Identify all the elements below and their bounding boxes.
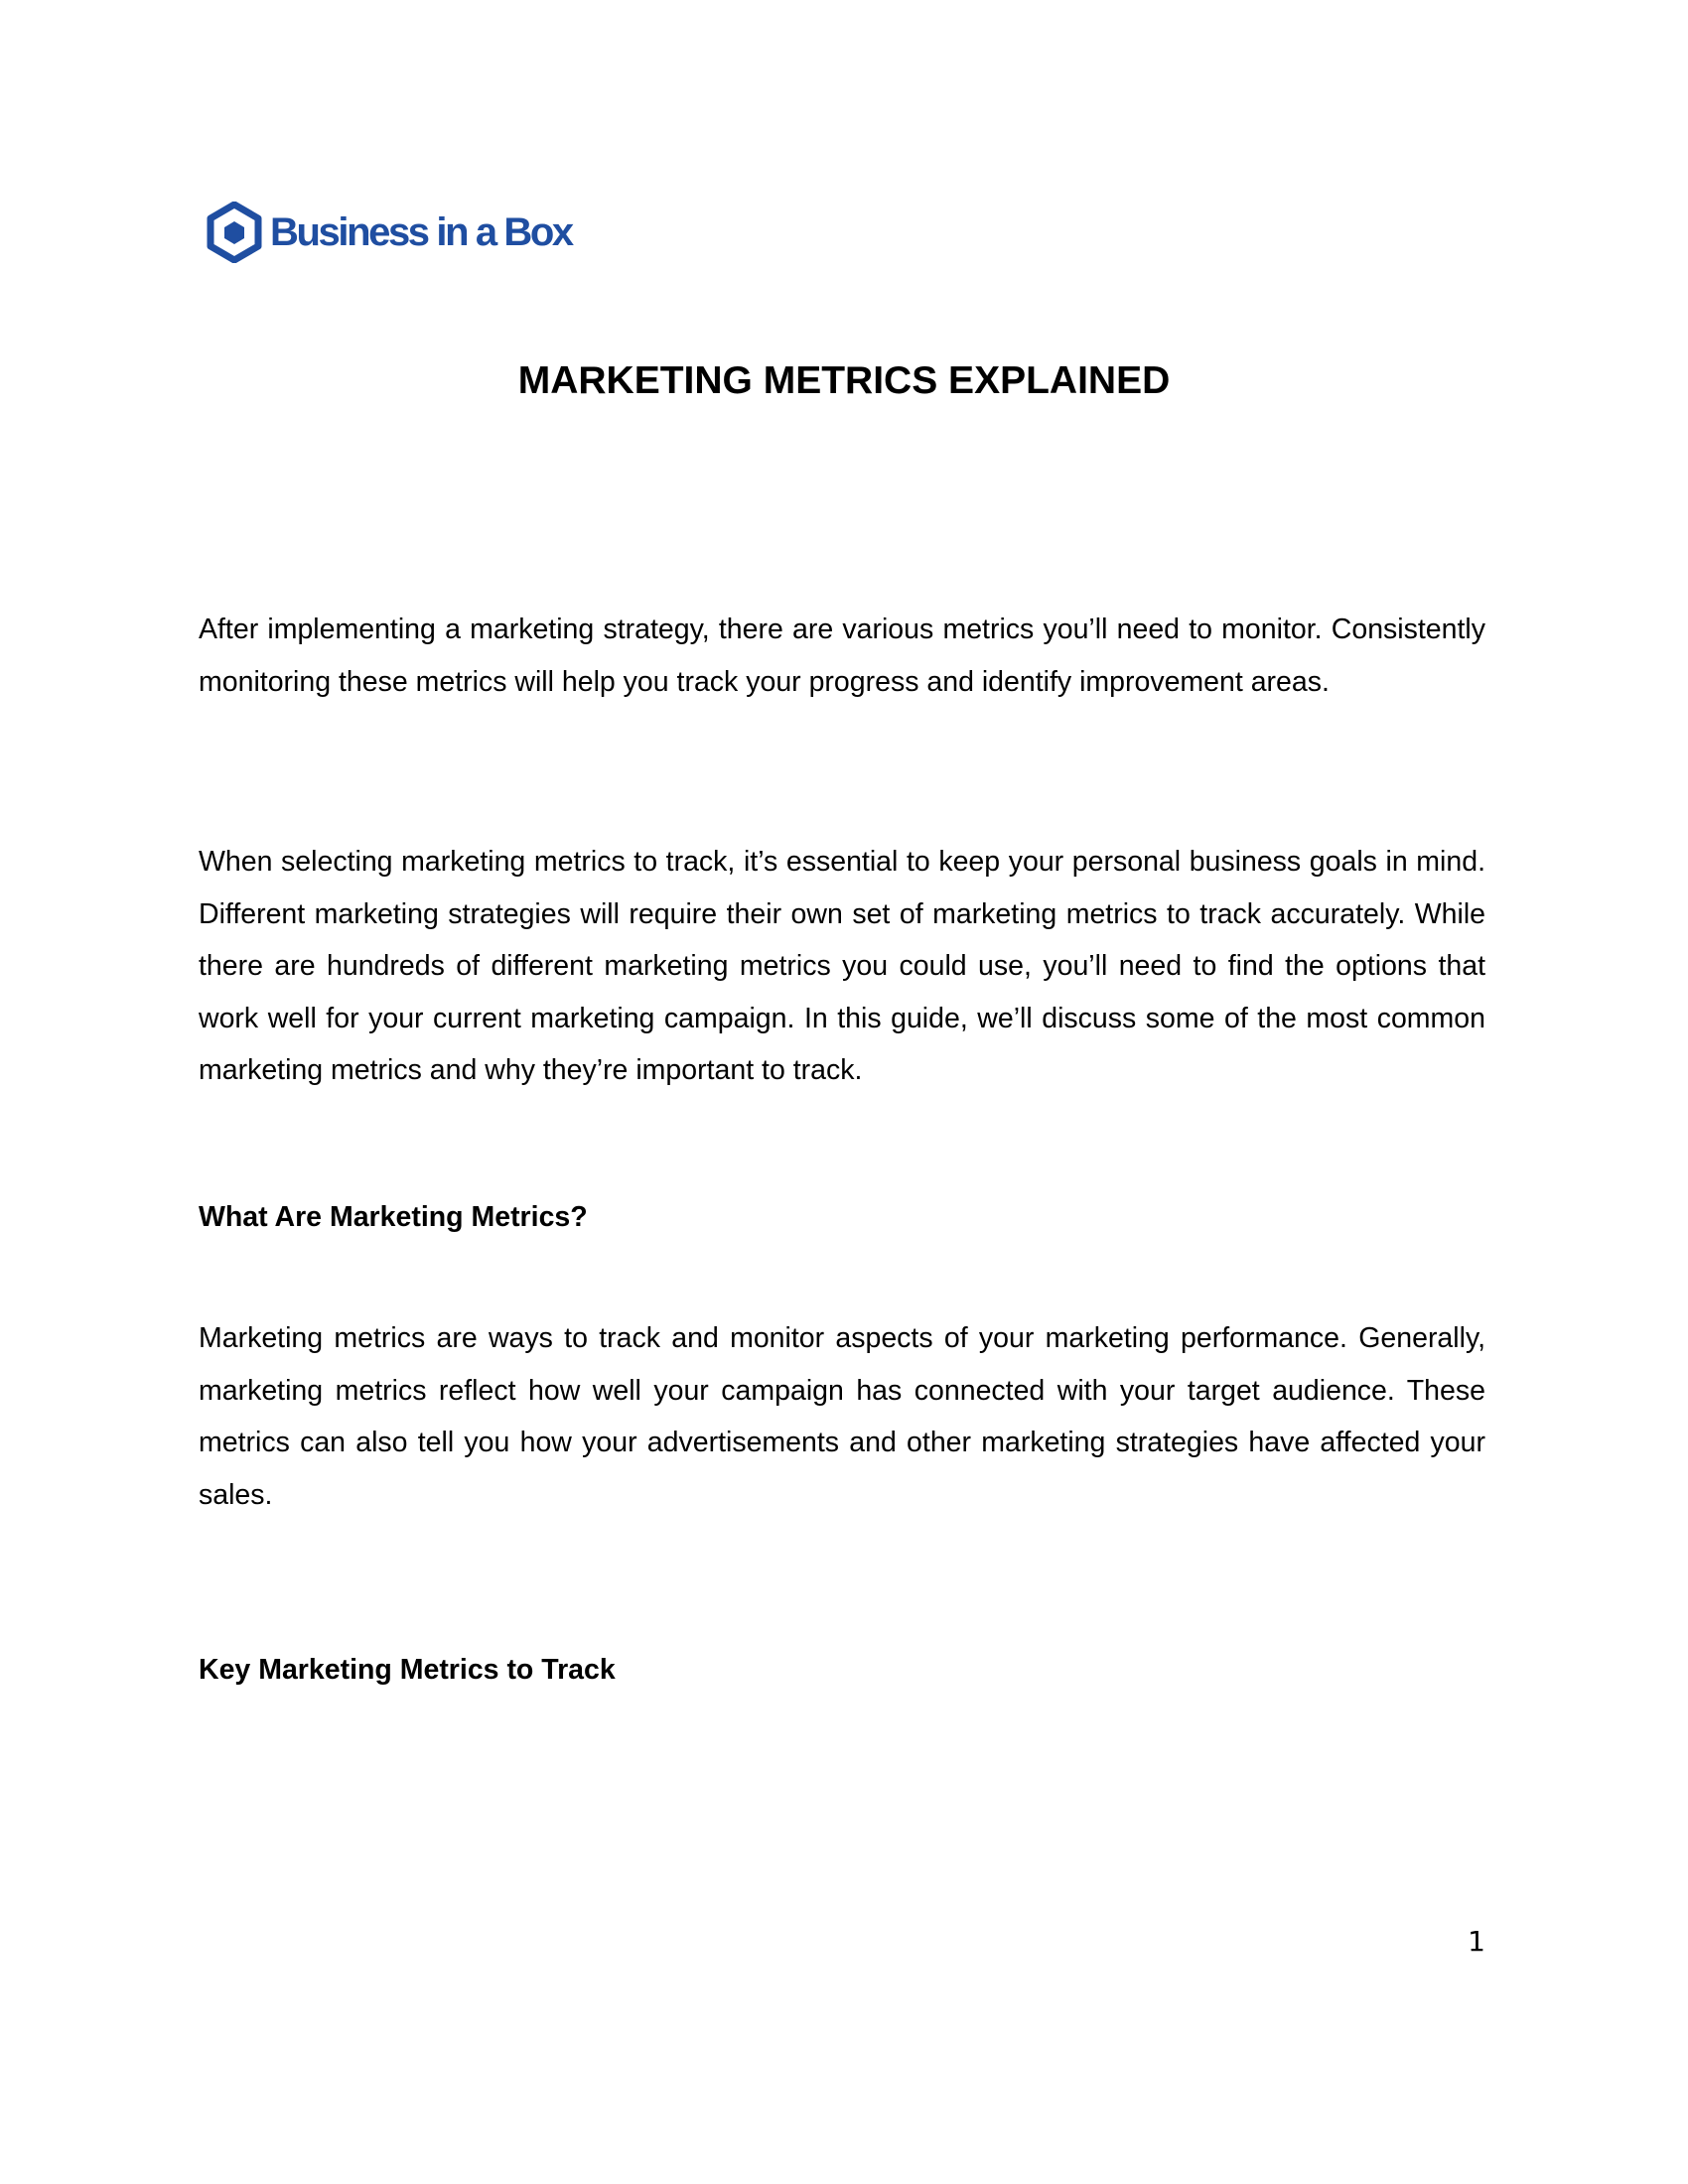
section-heading-key-metrics: Key Marketing Metrics to Track	[199, 1654, 616, 1686]
intro-paragraph-2: When selecting marketing metrics to track, it’s essential to keep your personal business goals in mind. Different marketing strategies will require their own set of marketing metrics to track accurately. While there are hundreds of different marketing metrics you could use, you’ll need to find the options that work well for your current marketing campaign. In this guide, we’ll discuss some of the most common marketing metrics and why they’re important to track.	[199, 846, 1485, 1086]
logo-text: Business in a Box	[270, 210, 572, 254]
section-heading-what-are-metrics: What Are Marketing Metrics?	[199, 1201, 588, 1233]
hexagon-box-icon	[207, 202, 262, 263]
page-title: MARKETING METRICS EXPLAINED	[517, 359, 1171, 402]
company-logo	[207, 201, 572, 264]
intro-paragraph-1: After implementing a marketing strategy, there are various metrics you’ll need to monitor. Consistently monitoring these metrics will help you track your progress and identify improvement areas.	[199, 614, 1485, 698]
section-paragraph-what-are-metrics: Marketing metrics are ways to track and monitor aspects of your marketing performance. Generally, marketing metrics reflect how well your campaign has connected with your target audience. These metrics can also tell you how your advertisements and other marketing strategies have affected your sales.	[199, 1322, 1485, 1511]
page-number: 1	[1468, 1925, 1485, 1958]
